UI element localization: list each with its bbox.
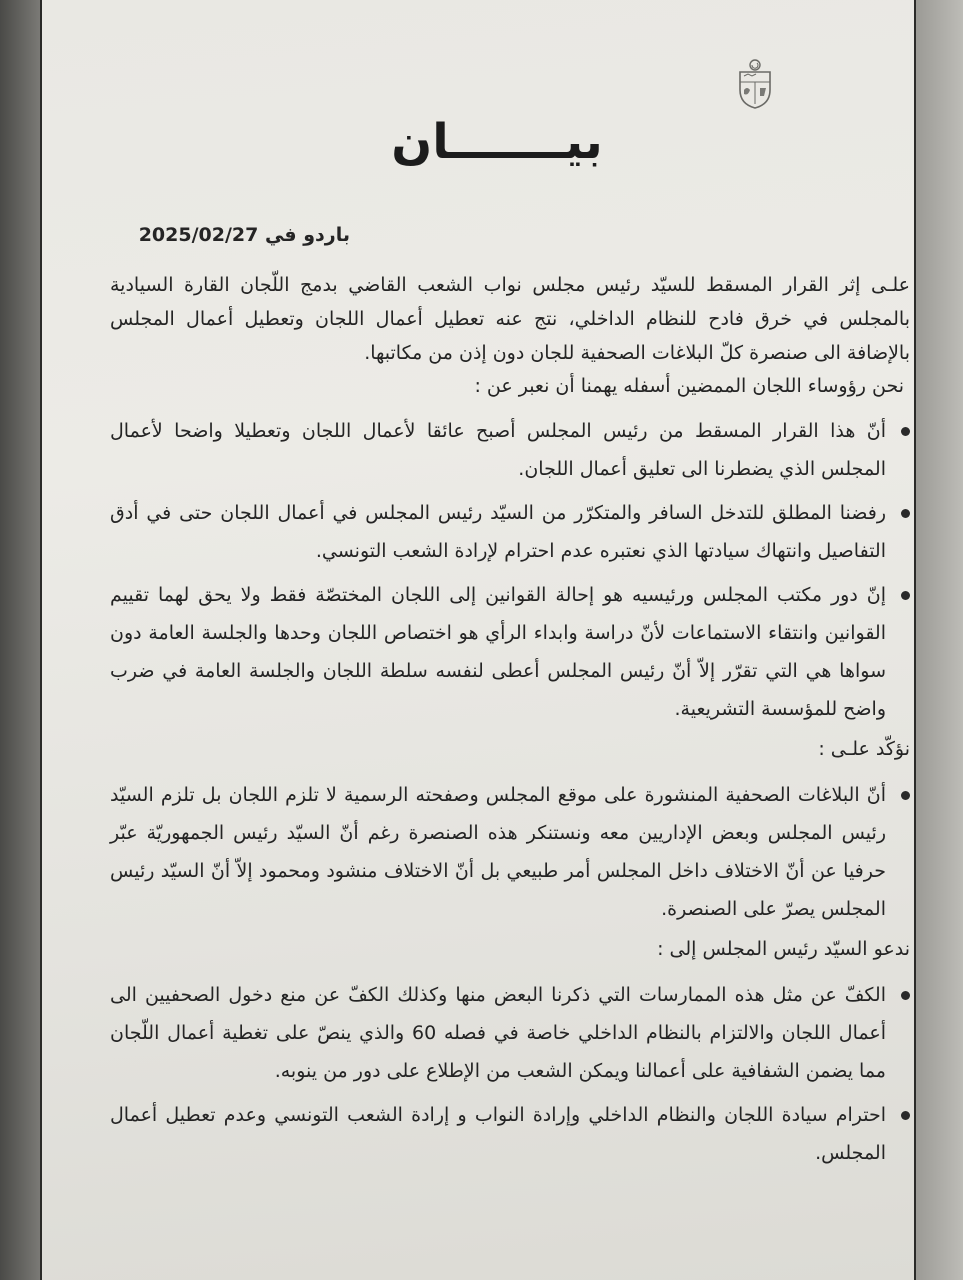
list-item xyxy=(110,976,910,1090)
list-item xyxy=(110,494,910,570)
list-item xyxy=(110,576,910,728)
bullet-icon xyxy=(901,1111,910,1120)
bullet-icon xyxy=(901,509,910,518)
list-item-text: الكفّ عن مثل هذه الممارسات التي ذكرنا البعض منها وكذلك الكفّ عن منع دخول الصحفيين الى أعمال اللجان والالتزام بالنظام الداخلي خاصة في فصله 60 والذي ينصّ على تغطية أعمال اللّجان مما يضمن الشفافية على أعمالنا ويمكن الشعب من الإطلاع على دور من ينوبه. xyxy=(110,984,886,1082)
list-item xyxy=(110,412,910,488)
list-item xyxy=(110,1096,910,1172)
list-item-text: إنّ دور مكتب المجلس ورئيسيه هو إحالة القوانين إلى اللجان المختصّة فقط ولا يحق لهما تقييم القوانين وانتقاء الاستماعات لأنّ دراسة وابداء الرأي هو اختصاص اللجان وحدها والجلسة العامة دون سواها هي التي تقرّر إلاّ أنّ رئيس المجلس أعطى لنفسه سلطة اللجان والجلسة العامة في ضرب واضح للمؤسسة التشريعية. xyxy=(110,584,886,720)
page-title: بيـــــــان xyxy=(391,114,603,170)
section-one-list xyxy=(110,412,910,728)
right-edge-surface xyxy=(914,0,963,1280)
list-item-text: احترام سيادة اللجان والنظام الداخلي وإرادة النواب و إرادة الشعب التونسي وعدم تعطيل أعمال المجلس. xyxy=(110,1104,886,1164)
document-page xyxy=(42,0,914,1280)
coat-of-arms-emblem-icon xyxy=(730,56,780,110)
intro-line: نحن رؤوساء اللجان الممضين أسفله يهمنا أن نعبر عن : xyxy=(474,375,904,397)
list-item-text: أنّ البلاغات الصحفية المنشورة على موقع المجلس وصفحته الرسمية لا تلزم اللجان بل تلزم السيّد رئيس المجلس وبعض الإداريين معه ونستنكر هذه الصنصرة رغم أنّ السيّد رئيس الجمهوريّة عبّر حرفيا عن أنّ الاختلاف داخل المجلس أمر طبيعي بل أنّ الاختلاف منشود ومحمود إلاّ أنّ السيّد رئيس المجلس يصرّ على الصنصرة. xyxy=(110,784,886,920)
bullet-icon xyxy=(901,591,910,600)
section-three-title: ندعو السيّد رئيس المجلس إلى : xyxy=(657,938,910,960)
list-item-text: أنّ هذا القرار المسقط من رئيس المجلس أصبح عائقا لأعمال اللجان وتعطيلا واضحا لأعمال المجلس الذي يضطرنا الى تعليق أعمال اللجان. xyxy=(110,420,886,480)
bullet-icon xyxy=(901,991,910,1000)
list-item xyxy=(110,776,910,928)
bleed-through-mark xyxy=(442,176,602,196)
left-edge-shadow xyxy=(0,0,42,1280)
date-line: باردو في 2025/02/27 xyxy=(138,224,350,246)
list-item-text: رفضنا المطلق للتدخل السافر والمتكرّر من السيّد رئيس المجلس في أعمال اللجان حتى في أدق التفاصيل وانتهاك سيادتها الذي نعتبره عدم احترام لإرادة الشعب التونسي. xyxy=(110,502,886,562)
section-three-list xyxy=(110,976,910,1172)
section-two-title: نؤكّد علـى : xyxy=(818,738,910,760)
intro-paragraph: علـى إثر القرار المسقط للسيّد رئيس مجلس نواب الشعب القاضي بدمج اللّجان القارة السيادية بالمجلس في خرق فادح للنظام الداخلي، نتج عنه تعطيل أعمال اللجان وتعطيل أعمال المجلس بالإضافة الى صنصرة كلّ البلاغات الصحفية للجان دون إذن من مكاتبها. xyxy=(110,274,910,364)
section-two-list xyxy=(110,776,910,928)
document-body xyxy=(110,268,910,1178)
bullet-icon xyxy=(901,427,910,436)
bullet-icon xyxy=(901,791,910,800)
